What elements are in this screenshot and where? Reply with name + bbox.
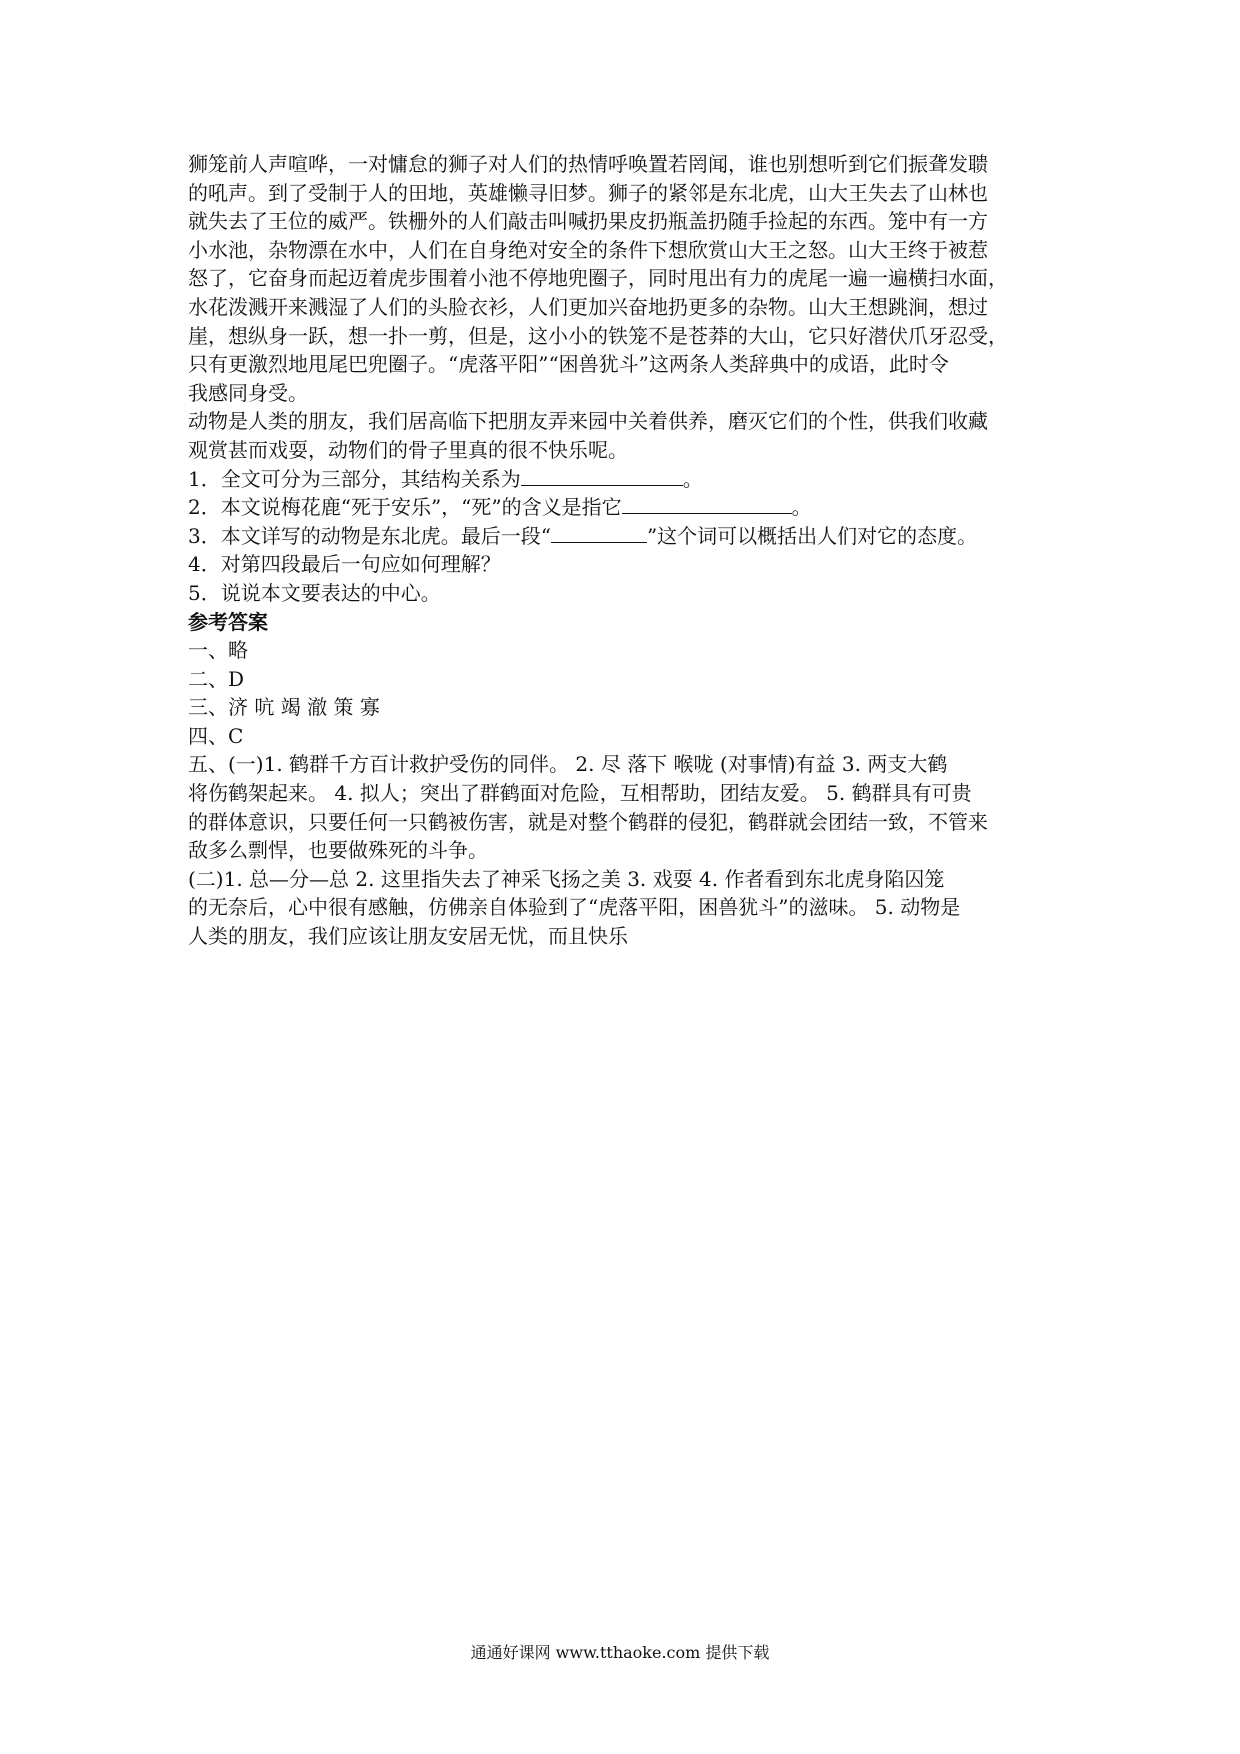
question-3 [188, 522, 1058, 551]
document-body [188, 150, 1058, 951]
answer-line: 将伤鹤架起来。 4. 拟人；突出了群鹤面对危险，互相帮助，团结友爱。 5. 鹤群具有可贵 [188, 781, 972, 806]
question-5: 5．说说本文要表达的中心。 [188, 580, 441, 605]
passage-line: 的吼声。到了受制于人的田地，英雄懒寻旧梦。狮子的紧邻是东北虎，山大王失去了山林也 [188, 180, 988, 205]
passage-line: 怒了，它奋身而起迈着虎步围着小池不停地兜圈子，同时甩出有力的虎尾一遍一遍横扫水面， [188, 266, 1008, 291]
passage [188, 150, 1058, 465]
question-3-end: ”这个词可以概括出人们对它的态度。 [646, 523, 978, 548]
passage-line: 只有更激烈地甩尾巴兜圈子。“虎落平阳”“困兽犹斗”这两条人类辞典中的成语，此时令 [188, 352, 949, 377]
passage-line: 小水池，杂物漂在水中，人们在自身绝对安全的条件下想欣赏山大王之怒。山大王终于被惹 [188, 237, 988, 262]
answer-line: 二、D [188, 666, 245, 691]
answer-line: 人类的朋友，我们应该让朋友安居无忧，而且快乐 [188, 924, 628, 949]
answer-key [188, 608, 1058, 951]
answer-line: 五、(一)1. 鹤群千方百计救护受伤的同伴。 2. 尽 落下 喉咙 (对事情)有益 3. 两支大鹤 [188, 752, 948, 777]
question-4: 4．对第四段最后一句应如何理解？ [188, 552, 501, 577]
answer-line: 的群体意识，只要任何一只鹤被伤害，就是对整个鹤群的侵犯，鹤群就会团结一致，不管来 [188, 809, 988, 834]
passage-line: 水花泼溅开来溅湿了人们的头脸衣衫，人们更加兴奋地扔更多的杂物。山大王想跳涧，想过 [188, 294, 988, 319]
answer-blank-3[interactable] [551, 522, 647, 543]
question-2-text: 2．本文说梅花鹿“死于安乐”，“死”的含义是指它 [188, 495, 622, 520]
question-3-text: 3．本文详写的动物是东北虎。最后一段“ [188, 523, 551, 548]
passage-line: 动物是人类的朋友，我们居高临下把朋友弄来园中关着供养，磨灭它们的个性，供我们收藏 [188, 409, 988, 434]
passage-line: 观赏甚而戏耍，动物们的骨子里真的很不快乐呢。 [188, 437, 628, 462]
page-footer: 通通好课网 www.tthaoke.com 提供下载 [470, 1643, 770, 1662]
answer-line: 三、济 吭 竭 澈 策 寡 [188, 695, 380, 720]
answer-key-heading: 参考答案 [188, 609, 268, 634]
passage-line: 狮笼前人声喧哗，一对慵怠的狮子对人们的热情呼唤置若罔闻，谁也别想听到它们振聋发聩 [188, 152, 988, 176]
question-2 [188, 493, 1058, 522]
passage-line: 崖，想纵身一跃，想一扑一剪，但是，这小小的铁笼不是苍莽的大山，它只好潜伏爪牙忍受， [188, 323, 1008, 348]
passage-line: 就失去了王位的威严。铁栅外的人们敲击叫喊扔果皮扔瓶盖扔随手捡起的东西。笼中有一方 [188, 209, 988, 234]
questions [188, 465, 1058, 608]
answer-blank-2[interactable] [622, 493, 792, 514]
answer-line: 一、略 [188, 638, 248, 663]
answer-line: 敌多么剽悍，也要做殊死的斗争。 [188, 838, 488, 863]
question-1-end: 。 [682, 466, 703, 491]
passage-line: 我感同身受。 [188, 380, 308, 405]
answer-line: 的无奈后，心中很有感触，仿佛亲自体验到了“虎落平阳，困兽犹斗”的滋味。 5. 动物是 [188, 895, 961, 920]
answer-line: (二)1. 总—分—总 2. 这里指失去了神采飞扬之美 3. 戏耍 4. 作者看到东北虎身陷囚笼 [188, 866, 945, 891]
answer-blank-1[interactable] [521, 465, 683, 486]
question-1 [188, 465, 1058, 494]
question-1-text: 1．全文可分为三部分，其结构关系为 [188, 466, 521, 491]
question-2-end: 。 [791, 495, 812, 520]
answer-line: 四、C [188, 723, 244, 748]
